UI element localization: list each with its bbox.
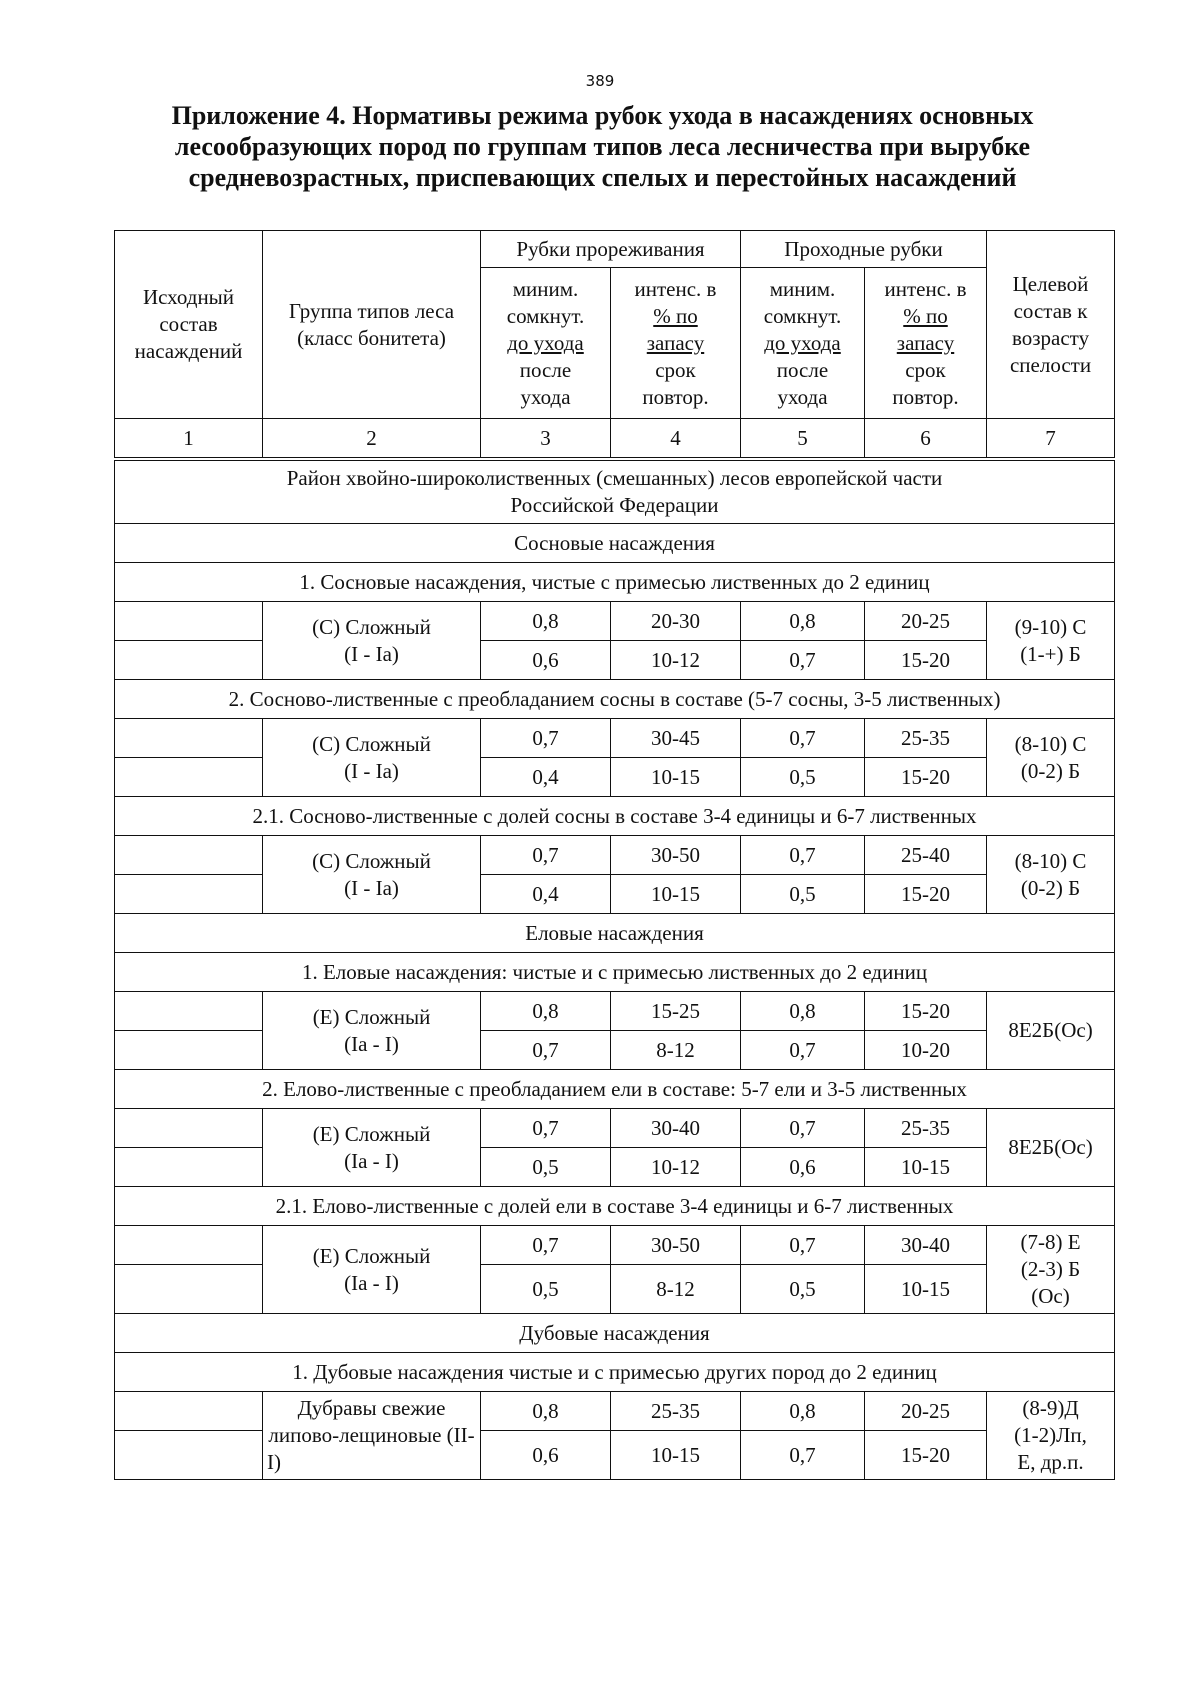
text-line: (I - Iа)	[344, 758, 399, 783]
text-line: (С) Сложный	[312, 731, 431, 756]
value-cell: 30-50	[611, 836, 741, 875]
text-line: (8-10) С	[1014, 848, 1087, 873]
text-line: сомкнут.	[763, 303, 842, 328]
column-number: 7	[987, 419, 1115, 460]
value-cell: 30-40	[611, 1109, 741, 1148]
header-min-density	[481, 268, 611, 419]
text-line: повтор.	[892, 384, 959, 409]
text-line: повтор.	[642, 384, 709, 409]
target-cell	[987, 719, 1115, 797]
text-line: (Е) Сложный	[312, 1004, 431, 1029]
forest-type-cell	[263, 836, 481, 914]
value-cell: 0,7	[741, 719, 865, 758]
text-line: интенс. в	[634, 276, 717, 301]
text-line: (0-2) Б	[1020, 875, 1081, 900]
text-line: Е, др.п.	[1017, 1450, 1084, 1474]
column-number: 1	[115, 419, 263, 460]
text-line: (Iа - I)	[344, 1270, 399, 1295]
text-line: интенс. в	[884, 276, 967, 301]
section-heading-pine: Сосновые насаждения	[115, 524, 1115, 563]
value-cell: 0,8	[481, 992, 611, 1031]
page-number: 389	[585, 72, 615, 90]
forest-type-cell	[263, 602, 481, 680]
forest-type-cell	[263, 1109, 481, 1187]
value-cell: 0,6	[741, 1148, 865, 1187]
composition-cell	[115, 1109, 263, 1148]
value-cell: 0,5	[481, 1265, 611, 1314]
value-cell: 0,5	[741, 758, 865, 797]
value-cell: 0,7	[481, 1031, 611, 1070]
value-cell: 8-12	[611, 1265, 741, 1314]
text-line: (Ос)	[1031, 1284, 1070, 1308]
composition-cell	[115, 719, 263, 758]
text-line: (С) Сложный	[312, 848, 431, 873]
value-cell: 0,7	[741, 836, 865, 875]
value-cell: 0,4	[481, 875, 611, 914]
text-line: Российской Федерации	[510, 493, 719, 517]
value-cell: 0,5	[741, 875, 865, 914]
composition-cell	[115, 1148, 263, 1187]
document-title: Приложение 4. Нормативы режима рубок ухода в насаждениях основных лесообразующих пород по группам типов леса лесничества при вырубке средневозрастных, приспевающих спелых и перестойных насаждений	[171, 101, 1034, 192]
text-line: запасу	[646, 330, 705, 355]
column-number: 6	[865, 419, 987, 460]
value-cell: 15-20	[865, 1431, 987, 1480]
composition-cell	[115, 1226, 263, 1265]
value-cell: 0,7	[481, 836, 611, 875]
target-cell	[987, 1392, 1115, 1480]
group-heading: 2.1. Сосново-лиственные с долей сосны в составе 3-4 единицы и 6-7 лиственных	[115, 797, 1115, 836]
section-heading-oak: Дубовые насаждения	[115, 1314, 1115, 1353]
column-numbers-row	[115, 419, 1115, 460]
header-min-density	[741, 268, 865, 419]
value-cell: 0,8	[741, 992, 865, 1031]
text-line: после	[776, 357, 829, 382]
value-cell: 25-40	[865, 836, 987, 875]
group-heading: 2. Елово-лиственные с преобладанием ели в составе: 5-7 ели и 3-5 лиственных	[115, 1070, 1115, 1109]
text-line: до ухода	[507, 330, 584, 355]
text-line: (9-10) С	[1014, 614, 1087, 639]
forest-type-cell	[263, 1226, 481, 1314]
value-cell: 10-12	[611, 641, 741, 680]
target-cell	[987, 992, 1115, 1070]
forest-type-cell	[263, 992, 481, 1070]
text-line: (Е) Сложный	[312, 1121, 431, 1146]
value-cell: 0,8	[741, 1392, 865, 1431]
text-line: % по	[653, 303, 698, 328]
value-cell: 30-50	[611, 1226, 741, 1265]
column-number: 5	[741, 419, 865, 460]
text-line: (7-8) Е	[1020, 1230, 1081, 1254]
group-heading: 1. Сосновые насаждения, чистые с примесью лиственных до 2 единиц	[115, 563, 1115, 602]
composition-cell	[115, 1431, 263, 1480]
value-cell: 0,8	[481, 1392, 611, 1431]
value-cell: 0,7	[741, 1031, 865, 1070]
value-cell: 25-35	[865, 1109, 987, 1148]
text-line: 8Е2Б(Ос)	[1008, 1018, 1093, 1042]
text-line: (8-9)Д	[1022, 1396, 1079, 1420]
group-heading: 2. Сосново-лиственные с преобладанием сосны в составе (5-7 сосны, 3-5 лиственных)	[115, 680, 1115, 719]
target-cell	[987, 836, 1115, 914]
composition-cell	[115, 758, 263, 797]
text-line: (Iа - I)	[344, 1148, 399, 1173]
forest-type-cell	[263, 719, 481, 797]
value-cell: 15-20	[865, 641, 987, 680]
column-number: 3	[481, 419, 611, 460]
text-line: % по	[903, 303, 948, 328]
text-line: (Iа - I)	[344, 1031, 399, 1056]
text-line: (Е) Сложный	[312, 1243, 431, 1268]
target-cell	[987, 1226, 1115, 1314]
column-number: 4	[611, 419, 741, 460]
value-cell: 8-12	[611, 1031, 741, 1070]
value-cell: 30-45	[611, 719, 741, 758]
text-line: (С) Сложный	[312, 614, 431, 639]
text-line: миним.	[512, 276, 579, 301]
text-line: срок	[655, 357, 696, 382]
text-line: сомкнут.	[506, 303, 585, 328]
value-cell: 0,4	[481, 758, 611, 797]
group-heading: 1. Еловые насаждения: чистые и с примесью лиственных до 2 единиц	[115, 953, 1115, 992]
value-cell: 15-20	[865, 758, 987, 797]
text-line: (I - Iа)	[344, 641, 399, 666]
value-cell: 0,8	[741, 602, 865, 641]
value-cell: 10-15	[611, 758, 741, 797]
value-cell: 10-15	[611, 1431, 741, 1480]
value-cell: 0,7	[481, 1109, 611, 1148]
group-heading: 2.1. Елово-лиственные с долей ели в составе 3-4 единицы и 6-7 лиственных	[115, 1187, 1115, 1226]
group-heading: 1. Дубовые насаждения чистые и с примесью других пород до 2 единиц	[115, 1353, 1115, 1392]
value-cell: 25-35	[611, 1392, 741, 1431]
value-cell: 0,6	[481, 641, 611, 680]
value-cell: 0,5	[741, 1265, 865, 1314]
value-cell: 10-20	[865, 1031, 987, 1070]
value-cell: 0,8	[481, 602, 611, 641]
text-line: ухода	[520, 384, 571, 409]
composition-cell	[115, 1031, 263, 1070]
composition-cell	[115, 836, 263, 875]
composition-cell	[115, 875, 263, 914]
value-cell: 20-25	[865, 602, 987, 641]
norms-table	[114, 230, 1115, 1480]
value-cell: 0,7	[741, 1226, 865, 1265]
value-cell: 30-40	[865, 1226, 987, 1265]
value-cell: 10-15	[865, 1148, 987, 1187]
region-heading	[115, 459, 1115, 524]
header-intensity	[865, 268, 987, 419]
text-line: 8Е2Б(Ос)	[1008, 1135, 1093, 1159]
text-line: Район хвойно-широколиственных (смешанных) лесов европейской части	[286, 466, 943, 490]
composition-cell	[115, 602, 263, 641]
text-line: запасу	[896, 330, 955, 355]
value-cell: 0,7	[741, 1109, 865, 1148]
value-cell: 0,7	[741, 1431, 865, 1480]
header-target-composition: Целевой состав к возрасту спелости	[987, 231, 1115, 419]
value-cell: 0,5	[481, 1148, 611, 1187]
text-line: (I - Iа)	[344, 875, 399, 900]
value-cell: 0,7	[481, 1226, 611, 1265]
text-line: ухода	[777, 384, 828, 409]
text-line: после	[519, 357, 572, 382]
text-line: (1-2)Лп,	[1014, 1423, 1087, 1447]
column-number: 2	[263, 419, 481, 460]
text-line: (1-+) Б	[1020, 641, 1081, 666]
header-intensity	[611, 268, 741, 419]
value-cell: 15-20	[865, 875, 987, 914]
text-line: миним.	[769, 276, 836, 301]
composition-cell	[115, 992, 263, 1031]
section-heading-spruce: Еловые насаждения	[115, 914, 1115, 953]
text-line: (0-2) Б	[1020, 758, 1081, 783]
value-cell: 15-25	[611, 992, 741, 1031]
value-cell: 10-15	[865, 1265, 987, 1314]
value-cell: 15-20	[865, 992, 987, 1031]
value-cell: 0,7	[741, 641, 865, 680]
composition-cell	[115, 641, 263, 680]
value-cell: 0,6	[481, 1431, 611, 1480]
value-cell: 20-30	[611, 602, 741, 641]
target-cell	[987, 1109, 1115, 1187]
header-initial-composition: Исходный состав насаждений	[115, 231, 263, 419]
value-cell: 25-35	[865, 719, 987, 758]
value-cell: 0,7	[481, 719, 611, 758]
forest-type-cell: Дубравы свежие липово-лещиновые (II-I)	[263, 1392, 481, 1480]
value-cell: 10-15	[611, 875, 741, 914]
target-cell	[987, 602, 1115, 680]
text-line: (8-10) С	[1014, 731, 1087, 756]
header-forest-type-group: Группа типов леса (класс бонитета)	[263, 231, 481, 419]
text-line: до ухода	[764, 330, 841, 355]
value-cell: 10-12	[611, 1148, 741, 1187]
text-line: срок	[905, 357, 946, 382]
header-passage-cuttings: Проходные рубки	[741, 231, 987, 268]
value-cell: 20-25	[865, 1392, 987, 1431]
text-line: (2-3) Б	[1020, 1257, 1081, 1281]
composition-cell	[115, 1265, 263, 1314]
header-thinning: Рубки прореживания	[481, 231, 741, 268]
composition-cell	[115, 1392, 263, 1431]
